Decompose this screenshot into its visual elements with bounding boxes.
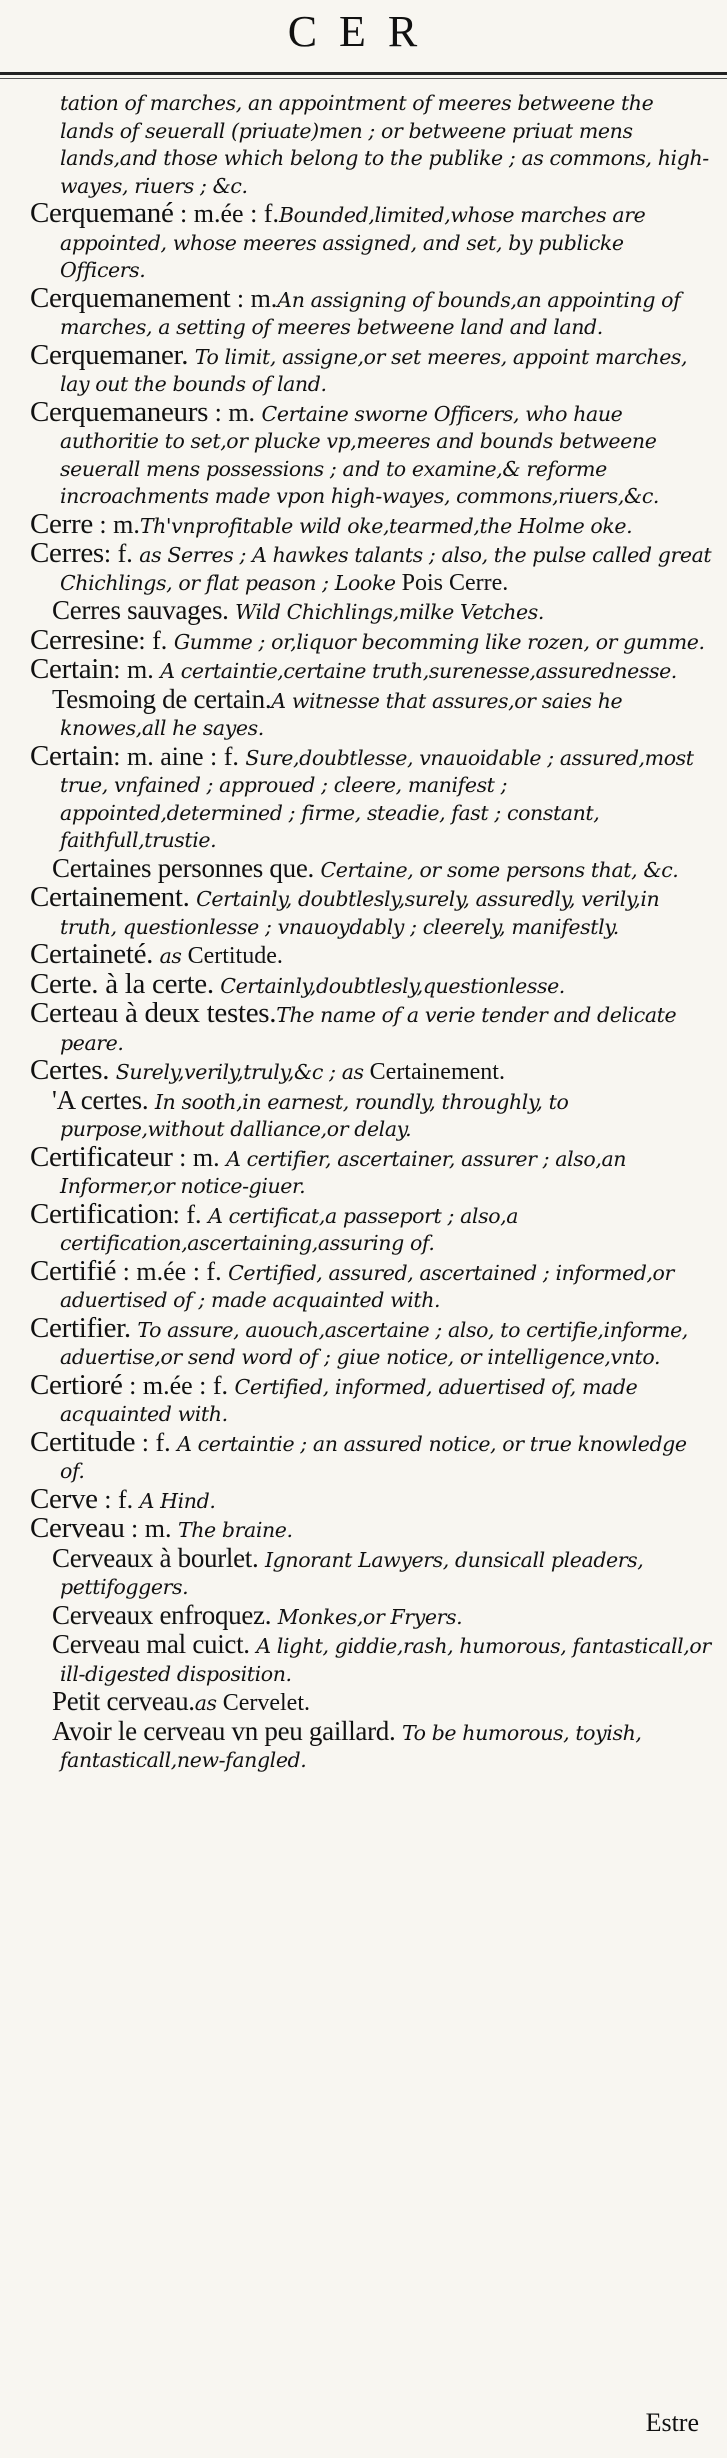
grammar-label: : f.: [172, 1199, 209, 1229]
headword: Cerquemanement: [30, 281, 231, 314]
grammar-label: : m.ée : f.: [173, 199, 279, 228]
grammar-label: : f.: [103, 539, 140, 568]
dictionary-entry: [0, 1631, 727, 1688]
dictionary-entry: [0, 967, 727, 1001]
headword: Cerquemané: [30, 197, 174, 229]
grammar-label: : m.: [113, 655, 161, 684]
headword: Cerres sauvages.: [52, 595, 229, 625]
headword: Certainement.: [30, 881, 190, 913]
definition: as: [159, 944, 182, 968]
grammar-label: : f.: [97, 1484, 140, 1514]
headword: Certificateur: [30, 1140, 173, 1173]
headword: Cerveaux enfroquez.: [52, 1599, 272, 1630]
dictionary-entry: [0, 1254, 727, 1315]
definition: A light, giddie,rash, humorous, fantasticall,or ill-digested disposition.: [60, 1634, 711, 1686]
dictionary-entry: [0, 623, 727, 657]
headword: Cerveau: [30, 1512, 125, 1544]
headword: Certaineté.: [30, 938, 154, 970]
headword: Certifier.: [30, 1311, 131, 1344]
grammar-label: : m.: [124, 1514, 178, 1543]
headword: Cerveaux à bourlet.: [52, 1542, 259, 1573]
definition: Certaine sworne Officers, who haue authoritie to set,or plucke vp,meeres and bounds betweene seuerall mens possessions ; and to examine,& reforme incroachments made vpon high-wayes, commons,riuers,&c.: [60, 401, 660, 508]
dictionary-entry: [0, 1084, 727, 1144]
headword: Certes.: [30, 1054, 110, 1086]
dictionary-entry: [0, 1054, 727, 1087]
definition: Certified, assured, ascertained ; informed,or aduertised of ; made acquainted with.: [60, 1260, 674, 1312]
dictionary-entry: [0, 395, 727, 511]
dictionary-entry: [0, 1197, 727, 1258]
running-head: CER: [287, 7, 440, 56]
dictionary-entry: [0, 683, 727, 743]
dictionary-entry: [0, 1512, 727, 1545]
headword: Certe. à la certe.: [30, 967, 214, 1000]
definition: A Hind.: [139, 1488, 216, 1513]
headword: Tesmoing de certain.: [52, 683, 272, 714]
grammar-label: : m.: [172, 1142, 227, 1172]
headword: Certifié: [30, 1254, 117, 1287]
dictionary-entry: [0, 997, 727, 1057]
definition: Th'vnprofitable wild oke,tearmed,the Holme oke.: [139, 513, 633, 538]
dictionary-entry: [0, 1311, 727, 1372]
headword: Certeau à deux testes.: [30, 997, 277, 1029]
dictionary-entry: [0, 881, 727, 941]
dictionary-entry: [0, 653, 727, 686]
grammar-label: : m. aine : f.: [113, 741, 246, 771]
header-rule-thin: [0, 78, 727, 79]
definition: tation of marches, an appointment of meeres betweene the lands of seuerall (priuate)men ; or betweene priuat mens lands,and those which belong to the publike ; as commons, high-wayes, riuers ; &c.: [60, 91, 709, 198]
definition: To assure, auouch,ascertaine ; also, to certifie,informe, aduertise,or send word of ; giue notice, or intelligence,vnto.: [60, 1317, 688, 1369]
dictionary-entry: [0, 197, 727, 285]
dictionary-entry: [0, 1542, 727, 1602]
definition: A certaintie ; an assured notice, or true knowledge of.: [60, 1431, 687, 1483]
grammar-label: : m.: [92, 509, 140, 539]
headword: Certioré: [30, 1368, 123, 1401]
dictionary-entry: [0, 1482, 727, 1516]
headword: Cerresine: [30, 623, 139, 656]
dictionary-entry: [0, 852, 727, 885]
definition: Certainly,doubtlesly,questionlesse.: [220, 973, 565, 998]
definition: Surely,verily,truly,&c ; as: [115, 1060, 364, 1084]
dictionary-entry: [0, 281, 727, 342]
headword: Cerres: [30, 537, 104, 569]
dictionary-entry: [0, 537, 727, 597]
headword: Petit cerveau.: [52, 1686, 195, 1716]
definition: Certainly, doubtlesly,surely, assuredly, verily,in truth, questionlesse ; vnauoydably ; cleerely, manifestly.: [60, 887, 660, 939]
header-rule: [0, 72, 727, 75]
definition: A witnesse that assures,or saies he knowes,all he sayes.: [60, 688, 623, 740]
definition: The name of a verie tender and delicate peare.: [60, 1003, 677, 1055]
entry-list: [0, 90, 727, 1775]
dictionary-entry: [0, 739, 727, 855]
definition: Bounded,limited,whose marches are appointed, whose meeres assigned, and set, by publicke Officers.: [60, 203, 646, 282]
grammar-label: : f.: [135, 1427, 178, 1457]
definition: Certified, informed, aduertised of, made acquainted with.: [60, 1374, 638, 1426]
page-header: [0, 0, 727, 72]
headword: 'A certes.: [52, 1084, 149, 1115]
definition: In sooth,in earnest, roundly, throughly, to purpose,without dalliance,or delay.: [60, 1089, 569, 1141]
definition: A certaintie,certaine truth,surenesse,assurednesse.: [160, 659, 677, 683]
dictionary-entry: [0, 597, 727, 627]
dictionary-entry: [0, 338, 727, 399]
headword: Cerve: [30, 1482, 98, 1515]
catchword: Estre: [645, 2408, 699, 2437]
grammar-label: : m.: [230, 283, 278, 313]
definition: A certificat,a passeport ; also,a certification,ascertaining,assuring of.: [60, 1203, 519, 1255]
definition: Certaine, or some persons that, &c.: [320, 857, 679, 882]
dictionary-entry: [0, 1599, 727, 1632]
dictionary-entry: [0, 1688, 727, 1718]
definition: A certifier, ascertainer, assurer ; also,an Informer,or notice-giuer.: [60, 1146, 627, 1198]
headword: Certain: [30, 739, 114, 772]
dictionary-entry: [0, 1425, 727, 1486]
cross-reference: Certitude.: [181, 943, 283, 969]
dictionary-entry: [0, 938, 727, 971]
definition: Ignorant Lawyers, dunsicall pleaders, pettifoggers.: [60, 1547, 644, 1599]
dictionary-entry: [0, 507, 727, 541]
headword: Cerveau mal cuict.: [52, 1629, 250, 1659]
headword: Certain: [30, 653, 114, 685]
grammar-label: : m.ée : f.: [122, 1370, 235, 1400]
headword: Certitude: [30, 1425, 136, 1458]
grammar-label: : f.: [138, 625, 174, 655]
headword: Cerquemaner.: [30, 338, 189, 371]
dictionary-entry: [0, 1715, 727, 1775]
definition: as: [194, 1691, 217, 1715]
definition: as Serres ; A hawkes talants ; also, the pulse called great Chichlings, or flat peason ; Looke: [60, 543, 712, 595]
definition: An assigning of bounds,an appointing of marches, a setting of meeres betweene land and land.: [60, 287, 681, 339]
definition: To limit, assigne,or set meeres, appoint marches, lay out the bounds of land.: [60, 344, 688, 396]
dictionary-entry: [0, 1368, 727, 1429]
definition: Wild Chichlings,milke Vetches.: [235, 600, 544, 624]
headword: Cerquemaneurs: [30, 395, 209, 428]
headword: Certification: [30, 1197, 173, 1230]
definition: Sure,doubtlesse, vnauoidable ; assured,most true, vnfained ; approued ; cleere, manifest ; appointed,determined ; firme, steadie, fast ; constant, faithfull,trustie.: [60, 745, 694, 852]
dictionary-entry: [0, 90, 727, 200]
cross-reference: Cervelet.: [216, 1690, 310, 1716]
definition: The braine.: [177, 1518, 293, 1542]
headword: Cerre: [30, 507, 93, 540]
definition: To be humorous, toyish, fantasticall,new-fangled.: [60, 1720, 642, 1772]
headword: Avoir le cerveau vn peu gaillard.: [52, 1715, 396, 1746]
definition: Gumme ; or,liquor becomming like rozen, or gumme.: [173, 629, 705, 654]
dictionary-entry: [0, 1140, 727, 1201]
cross-reference: Pois Cerre.: [395, 569, 509, 596]
grammar-label: : m.ée : f.: [116, 1256, 229, 1286]
grammar-label: : m.: [208, 397, 262, 427]
definition: Monkes,or Fryers.: [277, 1604, 463, 1629]
headword: Certaines personnes que.: [52, 852, 314, 883]
cross-reference: Certainement.: [363, 1059, 505, 1085]
